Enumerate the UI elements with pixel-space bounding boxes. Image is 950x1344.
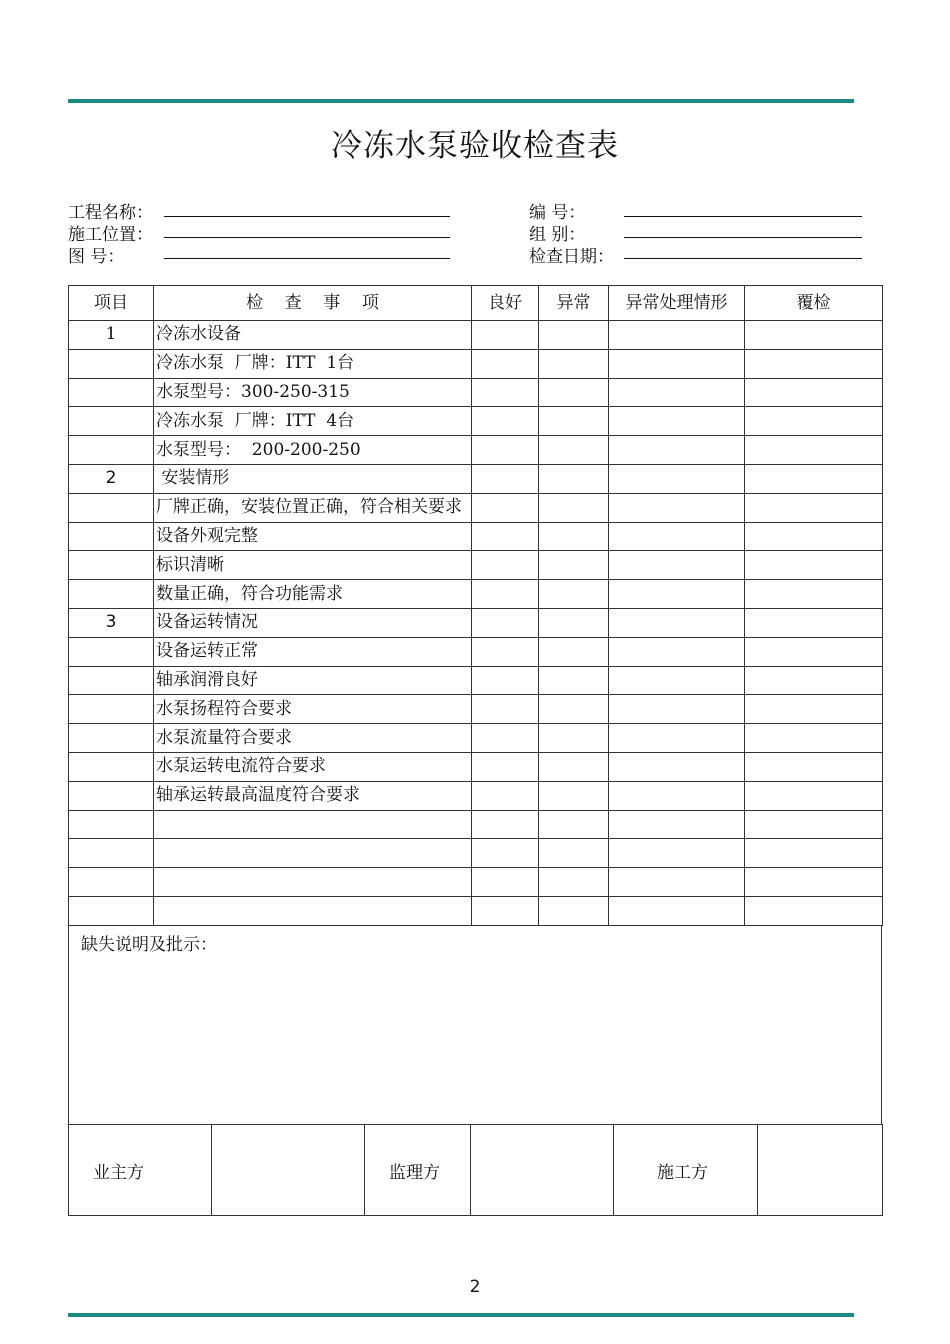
row-inspection-item: 轴承润滑良好 xyxy=(154,666,472,695)
row-good-cell[interactable] xyxy=(472,493,539,522)
row-abnormal-cell[interactable] xyxy=(539,436,609,465)
table-row xyxy=(69,608,883,637)
row-recheck-cell[interactable] xyxy=(745,321,883,350)
row-good-cell[interactable] xyxy=(472,608,539,637)
row-recheck-cell[interactable] xyxy=(745,666,883,695)
owner-signature-field[interactable] xyxy=(212,1125,365,1216)
row-abnormal-cell[interactable] xyxy=(539,752,609,781)
row-item-number: 3 xyxy=(69,608,154,637)
table-row xyxy=(69,666,883,695)
row-inspection-item: 设备外观完整 xyxy=(154,522,472,551)
row-recheck-cell[interactable] xyxy=(745,868,883,897)
row-inspection-item: 水泵型号：300-250-315 xyxy=(154,378,472,407)
row-inspection-item: 安装情形 xyxy=(154,464,472,493)
row-recheck-cell[interactable] xyxy=(745,436,883,465)
row-abnormal-cell[interactable] xyxy=(539,666,609,695)
table-row xyxy=(69,896,883,925)
drawing-no-field[interactable] xyxy=(164,258,450,259)
row-inspection-item: 冷冻水设备 xyxy=(154,321,472,350)
row-good-cell[interactable] xyxy=(472,781,539,810)
remarks-box[interactable] xyxy=(68,926,882,1125)
supervisor-signature-field[interactable] xyxy=(471,1125,614,1216)
row-inspection-item: 设备运转情况 xyxy=(154,608,472,637)
row-handling-cell[interactable] xyxy=(609,724,745,753)
row-inspection-item: 设备运转正常 xyxy=(154,637,472,666)
contractor-signature-field[interactable] xyxy=(758,1125,883,1216)
row-item-number xyxy=(69,378,154,407)
row-item-number xyxy=(69,637,154,666)
row-item-number xyxy=(69,436,154,465)
table-row xyxy=(69,522,883,551)
row-handling-cell[interactable] xyxy=(609,407,745,436)
page-title: 冷冻水泵验收检查表 xyxy=(331,128,619,164)
table-row xyxy=(69,637,883,666)
row-abnormal-cell[interactable] xyxy=(539,695,609,724)
row-handling-cell[interactable] xyxy=(609,781,745,810)
row-item-number xyxy=(69,896,154,925)
row-good-cell[interactable] xyxy=(472,752,539,781)
row-recheck-cell[interactable] xyxy=(745,695,883,724)
row-item-number xyxy=(69,810,154,839)
table-row xyxy=(69,407,883,436)
row-recheck-cell[interactable] xyxy=(745,551,883,580)
table-row xyxy=(69,781,883,810)
row-inspection-item xyxy=(154,810,472,839)
table-row xyxy=(69,378,883,407)
row-abnormal-cell[interactable] xyxy=(539,580,609,609)
table-row xyxy=(69,810,883,839)
row-inspection-item: 厂牌正确，安装位置正确，符合相关要求 xyxy=(154,493,472,522)
header-item: 项目 xyxy=(69,286,154,321)
table-row xyxy=(69,868,883,897)
row-recheck-cell[interactable] xyxy=(745,810,883,839)
group-label: 组 别： xyxy=(529,225,586,245)
row-good-cell[interactable] xyxy=(472,349,539,378)
table-row xyxy=(69,349,883,378)
row-handling-cell[interactable] xyxy=(609,608,745,637)
row-good-cell[interactable] xyxy=(472,522,539,551)
number-label: 编 号： xyxy=(529,203,586,223)
row-recheck-cell[interactable] xyxy=(745,608,883,637)
project-name-field[interactable] xyxy=(164,216,450,217)
row-abnormal-cell[interactable] xyxy=(539,781,609,810)
row-item-number xyxy=(69,695,154,724)
table-row xyxy=(69,464,883,493)
row-item-number xyxy=(69,868,154,897)
row-item-number xyxy=(69,580,154,609)
remarks-label: 缺失说明及批示： xyxy=(81,935,217,955)
row-recheck-cell[interactable] xyxy=(745,349,883,378)
row-handling-cell[interactable] xyxy=(609,637,745,666)
row-abnormal-cell[interactable] xyxy=(539,810,609,839)
row-recheck-cell[interactable] xyxy=(745,522,883,551)
row-recheck-cell[interactable] xyxy=(745,464,883,493)
table-row xyxy=(69,839,883,868)
row-item-number xyxy=(69,407,154,436)
row-good-cell[interactable] xyxy=(472,580,539,609)
row-item-number xyxy=(69,666,154,695)
row-handling-cell[interactable] xyxy=(609,378,745,407)
row-handling-cell[interactable] xyxy=(609,464,745,493)
row-inspection-item: 水泵型号： 200-200-250 xyxy=(154,436,472,465)
owner-label: 业主方 xyxy=(69,1125,212,1216)
table-row xyxy=(69,724,883,753)
table-row xyxy=(69,580,883,609)
table-header-row xyxy=(69,286,883,321)
row-handling-cell[interactable] xyxy=(609,752,745,781)
table-row xyxy=(69,551,883,580)
row-handling-cell[interactable] xyxy=(609,522,745,551)
row-item-number xyxy=(69,349,154,378)
row-inspection-item: 水泵运转电流符合要求 xyxy=(154,752,472,781)
row-recheck-cell[interactable] xyxy=(745,781,883,810)
row-abnormal-cell[interactable] xyxy=(539,839,609,868)
row-item-number xyxy=(69,522,154,551)
row-handling-cell[interactable] xyxy=(609,349,745,378)
row-inspection-item: 冷冻水泵 厂牌：ITT 1台 xyxy=(154,349,472,378)
inspection-date-field[interactable] xyxy=(624,258,862,259)
signature-table xyxy=(68,1124,883,1216)
row-item-number xyxy=(69,839,154,868)
row-recheck-cell[interactable] xyxy=(745,724,883,753)
table-row xyxy=(69,493,883,522)
row-recheck-cell[interactable] xyxy=(745,580,883,609)
row-abnormal-cell[interactable] xyxy=(539,522,609,551)
row-inspection-item xyxy=(154,868,472,897)
row-abnormal-cell[interactable] xyxy=(539,608,609,637)
row-inspection-item: 数量正确，符合功能需求 xyxy=(154,580,472,609)
info-right xyxy=(529,198,869,268)
row-item-number xyxy=(69,781,154,810)
number-field[interactable] xyxy=(624,216,862,217)
row-handling-cell[interactable] xyxy=(609,551,745,580)
table-row xyxy=(69,752,883,781)
row-recheck-cell[interactable] xyxy=(745,896,883,925)
table-row xyxy=(69,436,883,465)
row-abnormal-cell[interactable] xyxy=(539,724,609,753)
row-abnormal-cell[interactable] xyxy=(539,407,609,436)
bottom-rule xyxy=(68,1313,854,1317)
row-good-cell[interactable] xyxy=(472,896,539,925)
location-field[interactable] xyxy=(164,237,450,238)
row-good-cell[interactable] xyxy=(472,868,539,897)
inspection-date-label: 检查日期： xyxy=(529,247,614,267)
row-inspection-item: 轴承运转最高温度符合要求 xyxy=(154,781,472,810)
info-left xyxy=(68,198,458,268)
row-handling-cell[interactable] xyxy=(609,436,745,465)
row-recheck-cell[interactable] xyxy=(745,839,883,868)
row-abnormal-cell[interactable] xyxy=(539,896,609,925)
row-item-number: 1 xyxy=(69,321,154,350)
table-row xyxy=(69,321,883,350)
row-handling-cell[interactable] xyxy=(609,666,745,695)
row-abnormal-cell[interactable] xyxy=(539,493,609,522)
row-inspection-item xyxy=(154,839,472,868)
row-item-number xyxy=(69,752,154,781)
row-recheck-cell[interactable] xyxy=(745,752,883,781)
row-handling-cell[interactable] xyxy=(609,839,745,868)
row-handling-cell[interactable] xyxy=(609,580,745,609)
group-field[interactable] xyxy=(624,237,862,238)
row-good-cell[interactable] xyxy=(472,810,539,839)
row-recheck-cell[interactable] xyxy=(745,493,883,522)
row-recheck-cell[interactable] xyxy=(745,637,883,666)
header-handling: 异常处理情形 xyxy=(609,286,745,321)
top-rule xyxy=(68,99,854,103)
table-body xyxy=(69,321,883,926)
row-good-cell[interactable] xyxy=(472,551,539,580)
row-recheck-cell[interactable] xyxy=(745,407,883,436)
page-number: 2 xyxy=(469,1277,481,1297)
row-inspection-item: 水泵扬程符合要求 xyxy=(154,695,472,724)
row-good-cell[interactable] xyxy=(472,436,539,465)
header-abnormal: 异常 xyxy=(539,286,609,321)
project-name-label: 工程名称： xyxy=(68,203,153,223)
row-inspection-item: 标识清晰 xyxy=(154,551,472,580)
row-inspection-item xyxy=(154,896,472,925)
row-good-cell[interactable] xyxy=(472,724,539,753)
row-abnormal-cell[interactable] xyxy=(539,464,609,493)
row-handling-cell[interactable] xyxy=(609,695,745,724)
row-abnormal-cell[interactable] xyxy=(539,349,609,378)
row-good-cell[interactable] xyxy=(472,378,539,407)
row-handling-cell[interactable] xyxy=(609,868,745,897)
row-handling-cell[interactable] xyxy=(609,896,745,925)
location-label: 施工位置： xyxy=(68,225,153,245)
row-good-cell[interactable] xyxy=(472,464,539,493)
row-item-number: 2 xyxy=(69,464,154,493)
row-item-number xyxy=(69,551,154,580)
row-handling-cell[interactable] xyxy=(609,321,745,350)
row-good-cell[interactable] xyxy=(472,321,539,350)
inspection-table xyxy=(68,285,883,926)
row-good-cell[interactable] xyxy=(472,407,539,436)
supervisor-label: 监理方 xyxy=(365,1125,471,1216)
row-abnormal-cell[interactable] xyxy=(539,321,609,350)
row-abnormal-cell[interactable] xyxy=(539,378,609,407)
drawing-no-label: 图 号： xyxy=(68,247,125,267)
row-recheck-cell[interactable] xyxy=(745,378,883,407)
row-abnormal-cell[interactable] xyxy=(539,551,609,580)
row-item-number xyxy=(69,724,154,753)
table-row xyxy=(69,695,883,724)
header-good: 良好 xyxy=(472,286,539,321)
row-inspection-item: 冷冻水泵 厂牌：ITT 4台 xyxy=(154,407,472,436)
row-handling-cell[interactable] xyxy=(609,810,745,839)
header-inspection: 检 查 事 项 xyxy=(154,286,472,321)
row-item-number xyxy=(69,493,154,522)
row-good-cell[interactable] xyxy=(472,666,539,695)
header-recheck: 覆检 xyxy=(745,286,883,321)
signature-row xyxy=(69,1125,883,1216)
row-good-cell[interactable] xyxy=(472,637,539,666)
row-good-cell[interactable] xyxy=(472,695,539,724)
row-inspection-item: 水泵流量符合要求 xyxy=(154,724,472,753)
contractor-label: 施工方 xyxy=(614,1125,758,1216)
row-good-cell[interactable] xyxy=(472,839,539,868)
row-handling-cell[interactable] xyxy=(609,493,745,522)
row-abnormal-cell[interactable] xyxy=(539,637,609,666)
row-abnormal-cell[interactable] xyxy=(539,868,609,897)
